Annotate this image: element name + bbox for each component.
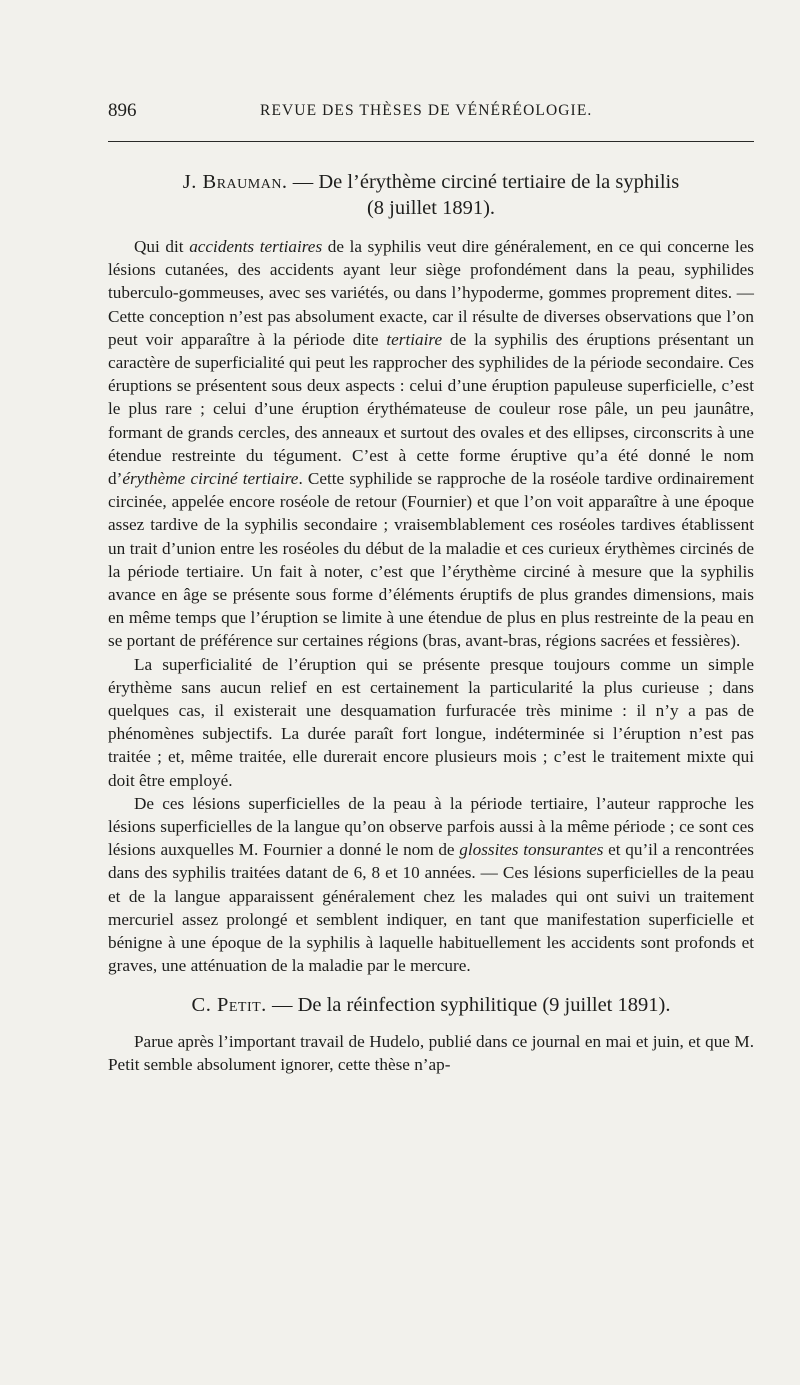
article-title-date: (8 juillet 1891). — [366, 197, 496, 219]
article-title: — De la réinfection syphilitique (9 juillet 1891). — [266, 993, 671, 1016]
text-run: de la syphilis des éruptions présentant un caractère de superficialité qui peut les rapprocher des syphilides de la période secondaire. Ces éruptions se présentent sous deux aspects : celui d’une éruption papuleuse superficielle, c’est le plus rare ; celui d’une éruption érythémateuse de couleur rose pâle, un peu jaunâtre, formant de grands cercles, des anneaux et surtout des ovales et des ellipses, circonscrits à une étendue restreinte du tégument. C’est à cette forme éruptive qu’a été donné le nom d’ — [108, 329, 754, 489]
running-title: REVUE DES THÈSES DE VÉNÉRÉOLOGIE. — [260, 102, 593, 119]
italic-term: érythème circiné tertiaire — [122, 469, 299, 489]
article-author: J. Brauman. — [182, 171, 288, 193]
article-title: — De l’érythème circiné tertiaire de la syphilis — [287, 171, 680, 193]
article-heading-petit — [108, 992, 754, 1018]
italic-term: tertiaire — [386, 329, 443, 349]
header-rule — [108, 141, 754, 142]
article-author: C. Petit. — [191, 993, 267, 1016]
italic-term: glossites tonsurantes — [459, 840, 604, 860]
italic-term: accidents tertiaires — [189, 237, 323, 256]
paragraph — [108, 235, 754, 653]
page-number: 896 — [108, 100, 137, 121]
article-heading-brauman — [108, 169, 754, 221]
text-run: De ces lésions superficielles de la peau à la période tertiaire, l’auteur rapproche les lésions superficielles de la langue qu’on observe parfois aussi à la même période ; ce sont ces lésions auxquelles M. Fournier a donné le nom de — [108, 793, 754, 860]
paragraph: Parue après l’important travail de Hudelo, publié dans ce journal en mai et juin, et que M. Petit semble absolument ignorer, cette thèse n’ap- — [108, 1031, 754, 1074]
text-run: de la syphilis veut dire généralement, en ce qui concerne les lésions cutanées, des accidents ayant leur siège profondément dans la peau, syphilides tuberculo-gommeuses, avec ses variétés, ou dans l’hypoderme, gommes proprement dites. — Cette conception n’est pas absolument exacte, car il résulte de diverses observations que l’on peut voir apparaître à la période dite — [108, 237, 754, 349]
running-header — [108, 96, 754, 124]
text-run: . Cette syphilide se rapproche de la roséole tardive ordinairement circinée, appelée encore roséole de retour (Fournier) et que l’on voit apparaître à une époque assez tardive de la syphilis secondaire ; vraisemblablement ces roséoles tardives établissent un trait d’union entre les roséoles du début de la maladie et ces curieux érythèmes circinés de la période tertiaire. Un fait à noter, c’est que l’érythème circiné à mesure que la syphilis avance en âge se présente sous forme d’éléments éruptifs de plus grandes dimensions, mais en même temps que l’éruption se limite à une étendue de plus en plus restreinte de la peau en se portant de préférence sur certaines régions (bras, avant-bras, régions sacrées et fessières). — [108, 469, 754, 651]
book-page — [108, 96, 754, 1076]
paragraph — [108, 792, 754, 978]
text-run: Qui dit — [134, 237, 190, 256]
paragraph: La superficialité de l’éruption qui se présente presque toujours comme un simple érythème sans aucun relief en est certainement la particularité la plus curieuse ; dans quelques cas, il existerait une desquamation furfuracée très minime : il n’y a pas de phénomènes subjectifs. La durée paraît fort longue, indéterminée si l’éruption n’est pas traitée ; et, même traitée, elle durerait encore plusieurs mois ; c’est le traitement mixte qui doit être employé. — [108, 654, 754, 790]
text-run: et qu’il a rencontrées dans des syphilis traitées datant de 6, 8 et 10 années. — Ces lésions superficielles de la peau et de la langue apparaissent généralement chez les malades qui ont suivi un traitement mercuriel assez prolongé et semblent indiquer, en tant que manifestation superficielle et bénigne à une époque de la syphilis à laquelle habituellement les accidents sont profonds et graves, une atténuation de la maladie par le mercure. — [108, 840, 754, 976]
